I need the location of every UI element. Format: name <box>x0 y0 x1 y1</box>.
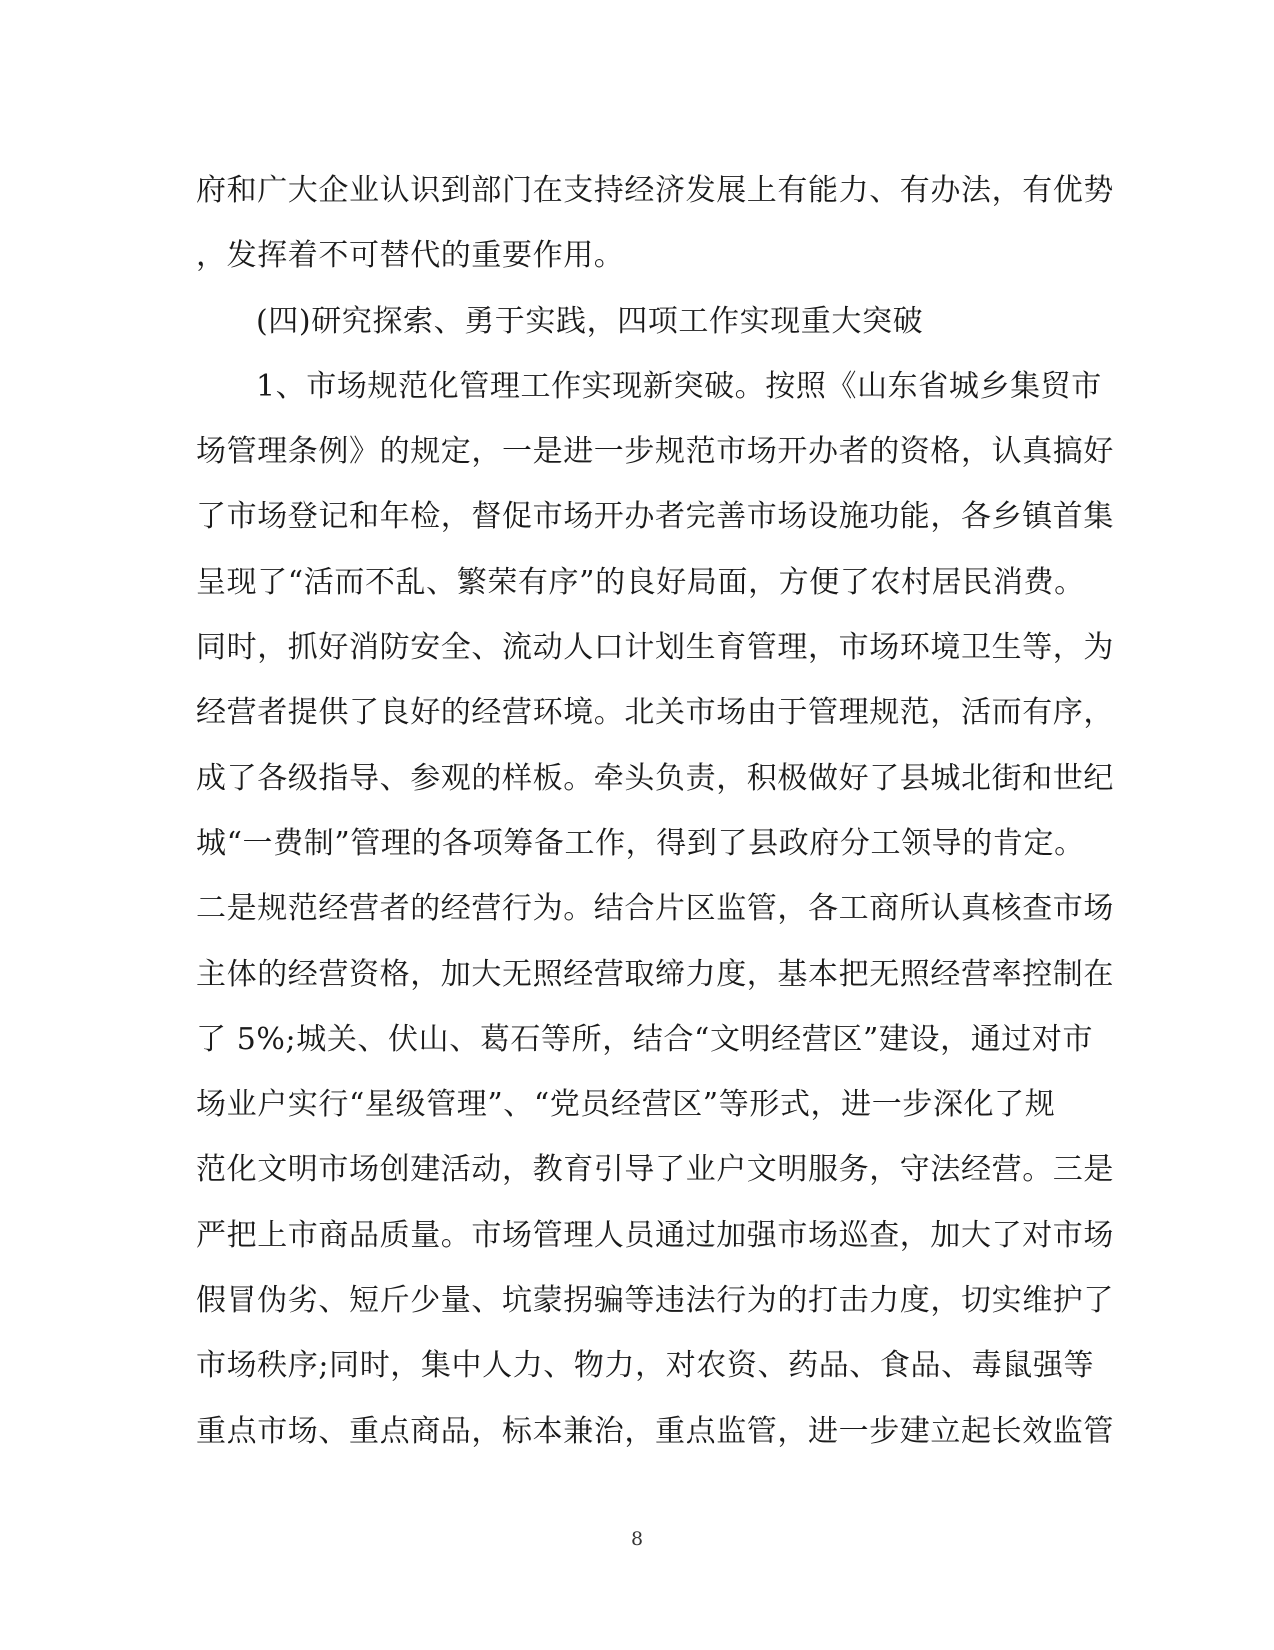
section-heading: (四)研究探索、勇于实践，四项工作实现重大突破 <box>256 303 924 339</box>
text-line: 1、市场规范化管理工作实现新突破。按照《山东省城乡集贸市 <box>256 368 1102 404</box>
text-line: ，发挥着不可替代的重要作用。 <box>196 238 625 274</box>
text-line: 成了各级指导、参观的样板。牵头负责，积极做好了县城北街和世纪 <box>196 760 1114 796</box>
text-line: 市场秩序;同时，集中人力、物力，对农资、药品、食品、毒鼠强等 <box>196 1348 1095 1384</box>
text-line: 了市场登记和年检，督促市场开办者完善市场设施功能，各乡镇首集 <box>196 499 1114 535</box>
text-line: 范化文明市场创建活动，教育引导了业户文明服务，守法经营。三是 <box>196 1152 1114 1188</box>
body-text <box>196 158 1114 1464</box>
text-line: 呈现了“活而不乱、繁荣有序”的良好局面，方便了农村居民消费。 <box>196 564 1085 600</box>
text-line: 经营者提供了良好的经营环境。北关市场由于管理规范，活而有序， <box>196 695 1114 731</box>
text-line: 府和广大企业认识到部门在支持经济发展上有能力、有办法，有优势 <box>196 173 1114 208</box>
text-line: 重点市场、重点商品，标本兼治，重点监管，进一步建立起长效监管 <box>196 1413 1114 1449</box>
text-line: 场业户实行“星级管理”、“党员经营区”等形式，进一步深化了规 <box>196 1087 1056 1123</box>
text-line: 同时，抓好消防安全、流动人口计划生育管理，市场环境卫生等，为 <box>196 630 1114 666</box>
text-line: 二是规范经营者的经营行为。结合片区监管，各工商所认真核查市场 <box>196 891 1114 927</box>
text-line: 主体的经营资格，加大无照经营取缔力度，基本把无照经营率控制在 <box>196 956 1114 992</box>
text-line: 了 5%;城关、伏山、葛石等所，结合“文明经营区”建设，通过对市 <box>196 1021 1094 1057</box>
text-line: 严把上市商品质量。市场管理人员通过加强市场巡查，加大了对市场 <box>196 1217 1114 1253</box>
text-line: 假冒伪劣、短斤少量、坑蒙拐骗等违法行为的打击力度，切实维护了 <box>196 1283 1114 1319</box>
text-line: 城“一费制”管理的各项筹备工作，得到了县政府分工领导的肯定。 <box>196 825 1085 861</box>
page-number: 8 <box>630 1528 644 1550</box>
text-line: 场管理条例》的规定，一是进一步规范市场开办者的资格，认真搞好 <box>196 434 1114 470</box>
